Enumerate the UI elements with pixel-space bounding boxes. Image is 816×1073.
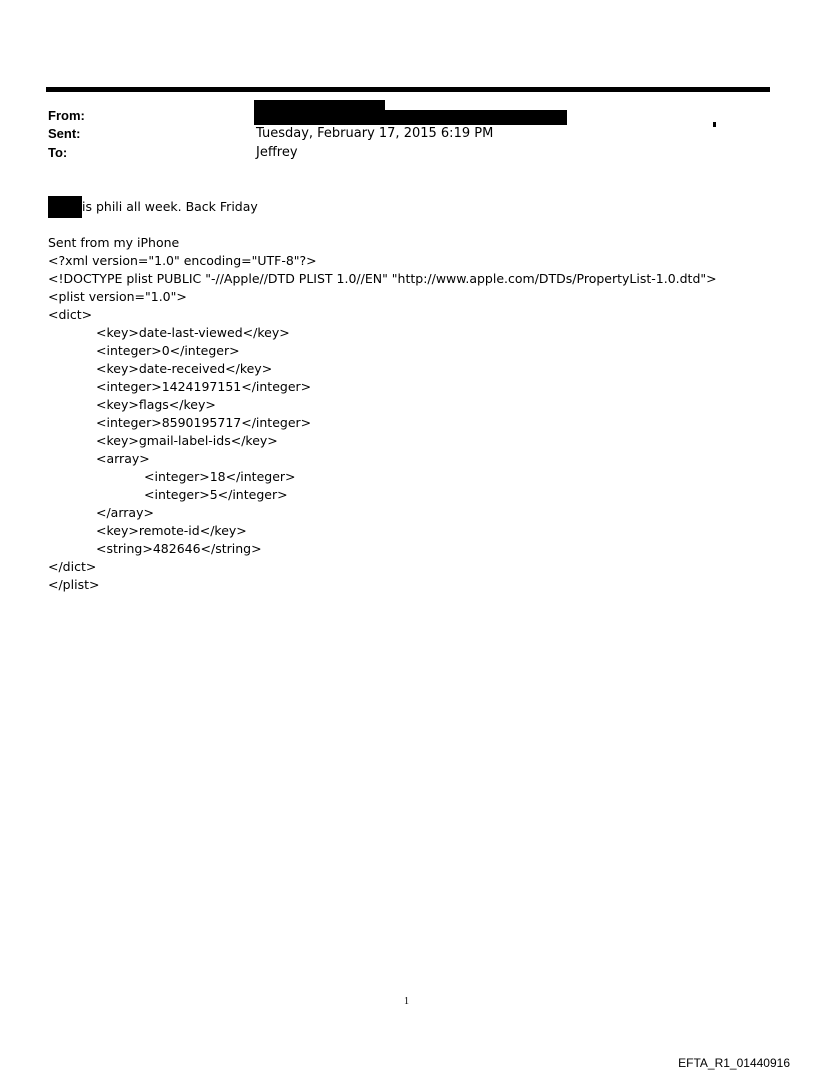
dict-open-tag: <dict> xyxy=(48,307,93,322)
dict-close-tag: </dict> xyxy=(48,559,97,574)
document-id: EFTA_R1_01440916 xyxy=(678,1056,790,1070)
redaction-mark xyxy=(713,122,716,127)
plist-open-tag: <plist version="1.0"> xyxy=(48,289,187,304)
message-text: is phili all week. Back Friday xyxy=(82,199,258,214)
plist-line: <integer>1424197151</integer> xyxy=(96,379,312,394)
sent-label: Sent: xyxy=(48,126,81,141)
plist-line: <array> xyxy=(96,451,150,466)
to-value: Jeffrey xyxy=(256,145,298,160)
plist-line: <string>482646</string> xyxy=(96,541,262,556)
signature-text: Sent from my iPhone xyxy=(48,235,180,250)
plist-line: <key>gmail-label-ids</key> xyxy=(96,433,278,448)
redaction-bar xyxy=(254,110,567,125)
plist-line: <key>date-last-viewed</key> xyxy=(96,325,290,340)
array-item: <integer>18</integer> xyxy=(144,469,296,484)
sent-value: Tuesday, February 17, 2015 6:19 PM xyxy=(256,126,494,141)
xml-declaration: <?xml version="1.0" encoding="UTF-8"?> xyxy=(48,253,317,268)
header-rule xyxy=(46,87,770,92)
plist-line: <key>remote-id</key> xyxy=(96,523,247,538)
plist-line: <integer>8590195717</integer> xyxy=(96,415,312,430)
array-close-tag: </array> xyxy=(96,505,154,520)
doctype-line: <!DOCTYPE plist PUBLIC "-//Apple//DTD PLIST 1.0//EN" "http://www.apple.com/DTDs/PropertyList-1.0.dtd"> xyxy=(48,271,717,286)
plist-line: <key>date-received</key> xyxy=(96,361,273,376)
plist-close-tag: </plist> xyxy=(48,577,100,592)
plist-line: <integer>0</integer> xyxy=(96,343,240,358)
from-label: From: xyxy=(48,108,85,123)
redaction-bar xyxy=(48,196,82,218)
plist-line: <key>flags</key> xyxy=(96,397,216,412)
to-label: To: xyxy=(48,145,68,160)
page-number: 1 xyxy=(404,996,409,1007)
array-item: <integer>5</integer> xyxy=(144,487,288,502)
